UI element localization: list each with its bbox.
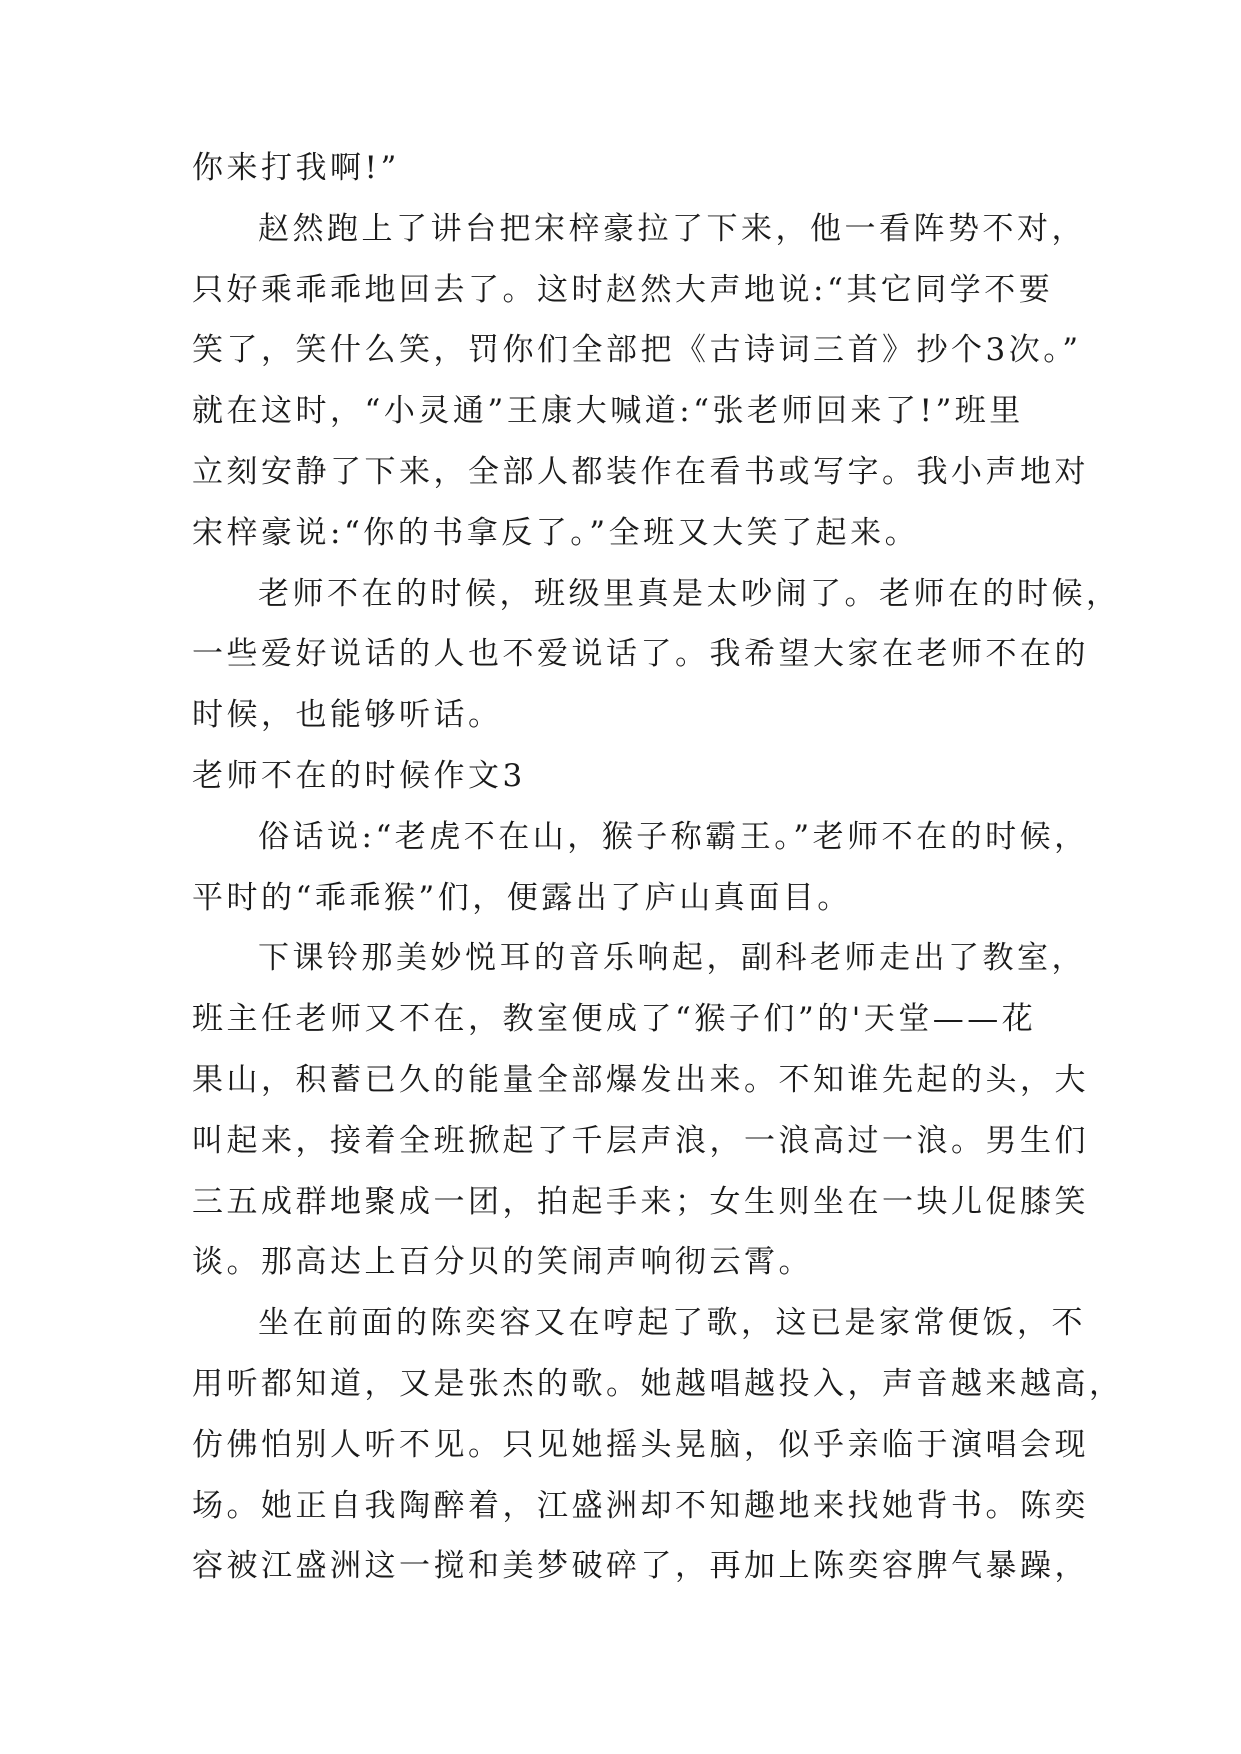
text-line: 赵然跑上了讲台把宋梓豪拉了下来，他一看阵势不对， <box>258 210 1086 247</box>
text-line: 时候，也能够听话。 <box>192 697 503 734</box>
text-line: 宋梓豪说:“你的书拿反了。”全班又大笑了起来。 <box>192 514 920 551</box>
text-line: 谈。那高达上百分贝的笑闹声响彻云霄。 <box>192 1244 813 1281</box>
text-line: 坐在前面的陈奕容又在哼起了歌，这已是家常便饭，不 <box>258 1305 1086 1342</box>
text-line: 就在这时，“小灵通”王康大喊道:“张老师回来了!”班里 <box>192 393 1024 430</box>
text-line: 场。她正自我陶醉着，江盛洲却不知趣地来找她背书。陈奕 <box>192 1487 1089 1524</box>
text-line: 下课铃那美妙悦耳的音乐响起，副科老师走出了教室， <box>258 940 1086 977</box>
text-line: 俗话说:“老虎不在山，猴子称霸王。”老师不在的时候， <box>258 818 1089 855</box>
text-line: 老师不在的时候，班级里真是太吵闹了。老师在的时候， <box>258 575 1121 612</box>
text-line: 立刻安静了下来，全部人都装作在看书或写字。我小声地对 <box>192 453 1089 490</box>
text-line: 平时的“乖乖猴”们，便露出了庐山真面目。 <box>192 879 852 916</box>
text-line: 叫起来，接着全班掀起了千层声浪，一浪高过一浪。男生们 <box>192 1122 1089 1159</box>
text-line: 三五成群地聚成一团，拍起手来；女生则坐在一块儿促膝笑 <box>192 1183 1089 1220</box>
text-line: 只好乘乖乖地回去了。这时赵然大声地说:“其它同学不要 <box>192 271 1054 308</box>
text-line: 果山，积蓄已久的能量全部爆发出来。不知谁先起的头，大 <box>192 1061 1089 1098</box>
text-line: 你来打我啊!” <box>192 150 400 186</box>
text-line: 笑了，笑什么笑，罚你们全部把《古诗词三首》抄个3次。” <box>192 332 1082 369</box>
section-title: 老师不在的时候作文3 <box>192 757 526 794</box>
text-line: 用听都知道，又是张杰的歌。她越唱越投入，声音越来越高， <box>192 1365 1124 1402</box>
text-line: 班主任老师又不在，教室便成了“猴子们”的'天堂——花 <box>192 1001 1037 1038</box>
text-line: 一些爱好说话的人也不爱说话了。我希望大家在老师不在的 <box>192 636 1089 673</box>
document-body <box>192 138 1124 1597</box>
text-line: 容被江盛洲这一搅和美梦破碎了，再加上陈奕容脾气暴躁， <box>192 1548 1089 1585</box>
text-line: 仿佛怕别人听不见。只见她摇头晃脑，似乎亲临于演唱会现 <box>192 1426 1089 1463</box>
